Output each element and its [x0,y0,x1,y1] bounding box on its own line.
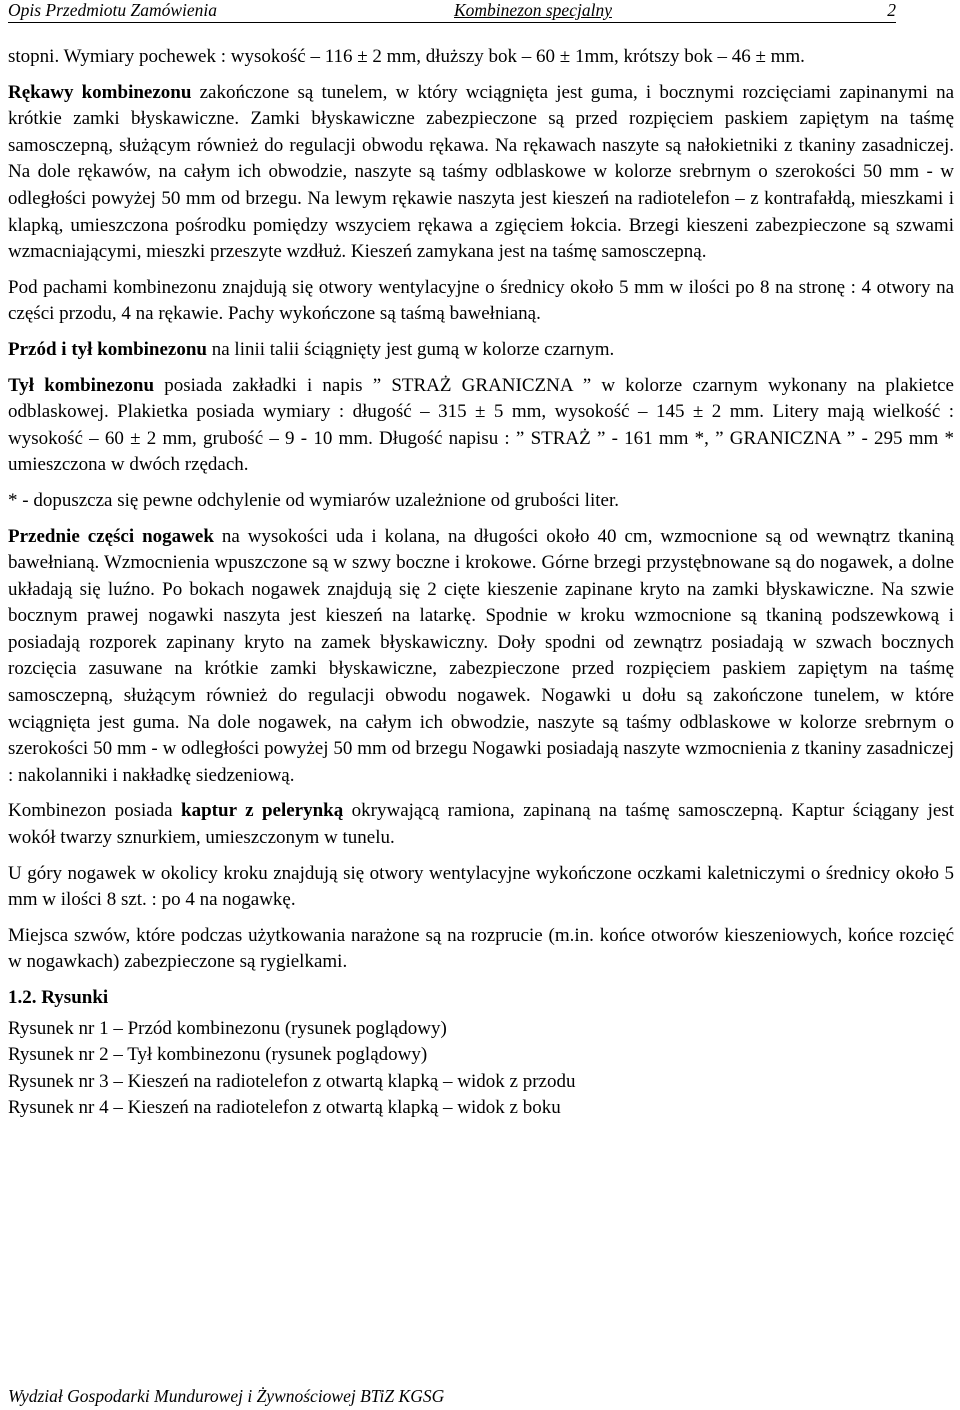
paragraph-sleeves [8,80,954,266]
header-page-number: 2 [887,0,896,20]
header-subject: Kombinezon specjalny [454,0,612,20]
section-heading-figures: 1.2. Rysunki [8,987,109,1008]
paragraph-footnote: * - dopuszcza się pewne odchylenie od wymiarów uzależnione od grubości liter. [8,489,619,511]
paragraph-sleeves-heading: Rękawy kombinezonu [8,81,192,103]
paragraph-sleeves-text: zakończone są tunelem, w który wciągnięta jest guma, i bocznymi rozcięciami zapinanymi na krótkie zamki błyskawiczne. Zamki błyskawiczne zabezpieczone są przed rozpięciem paskiem zapiętym na taśmę samosczepną, służącym również do regulacji obwodu rękawa. Na rękawach naszyte są nałokietniki z tkaniny zasadniczej. Na dole rękawów, na całym ich obwodzie, naszyte są taśmy odblaskowe w kolorze srebrnym o szerokości 50 mm - w odległości powyżej 50 mm od brzegu. Na lewym rękawie naszyta jest kieszeń na radiotelefon – z kontrafałdą, mieszkami i klapką, umieszczona pośrodku pomiędzy wszyciem rękawa a zgięciem łokcia. Brzegi kieszeni zabezpieczone są szwami wzmacniającymi, mieszki przeszyte wzdłuż. Kieszeń zamykana jest na taśmę samosczepną. [8,81,955,263]
paragraph-seams: Miejsca szwów, które podczas użytkowania narażone są na rozprucie (m.in. końce otworów kieszeniowych, końce rozcięć w nogawkach) zabezpieczone są rygielkami. [8,924,954,973]
figure-list-item: Rysunek nr 3 – Kieszeń na radiotelefon z otwartą klapką – widok z przodu [8,1070,576,1092]
figure-list-item: Rysunek nr 1 – Przód kombinezonu (rysunek poglądowy) [8,1017,447,1039]
paragraph-ventilation: Pod pachami kombinezonu znajdują się otwory wentylacyjne o średnicy około 5 mm w ilości po 8 na stronę : 4 otwory na części przodu, 4 na rękawie. Pachy wykończone są taśmą bawełnianą. [8,276,954,325]
paragraph-hood [8,798,954,851]
paragraph-hood-text: okrywającą ramiona, zapinaną na taśmę samosczepną. Kaptur ściągany jest wokół twarzy sznurkiem, umieszczonym w tunelu. [8,800,954,849]
page-footer: Wydział Gospodarki Mundurowej i Żywnościowej BTiZ KGSG [8,1386,445,1406]
page-header [8,0,896,23]
paragraph-hood-heading: kaptur z pelerynką [181,800,344,822]
figure-list-item: Rysunek nr 4 – Kieszeń na radiotelefon z otwartą klapką – widok z boku [8,1097,561,1119]
paragraph-legs [8,524,954,790]
document-body [8,44,954,1122]
paragraph-waist-heading: Przód i tył kombinezonu [8,338,207,360]
paragraph-back-heading: Tył kombinezonu [8,374,155,396]
paragraph-leg-ventilation: U góry nogawek w okolicy kroku znajdują się otwory wentylacyjne wykończone oczkami kaletniczymi o średnicy około 5 mm w ilości 8 szt. : po 4 na nogawkę. [8,862,954,911]
paragraph-back-text: posiada zakładki i napis ” STRAŻ GRANICZNA ” w kolorze czarnym wykonany na plakietce odblaskowej. Plakietka posiada wymiary : długość – 315 ± 5 mm, wysokość – 145 ± 2 mm. Litery mają wielkość : wysokość – 60 ± 2 mm, grubość – 9 - 10 mm. Długość napisu : ” STRAŻ ” - 161 mm *, ” GRANICZNA ” - 295 mm * umieszczona w dwóch rzędach. [8,374,954,476]
paragraph-hood-lead: Kombinezon posiada [8,800,182,822]
paragraph-waist [8,337,954,364]
figure-list [8,1016,954,1122]
paragraph-legs-text: na wysokości uda i kolana, na długości około 40 cm, wzmocnione są od wewnątrz tkaniną bawełnianą. Wzmocnienia wpuszczone są w szwy boczne i krokowe. Górne brzegi przystębnowane są do nogawek, a dolne układają się luźno. Po bokach nogawek znajdują się 2 cięte kieszenie zapinane kryto na zamki błyskawiczne. Na szwie bocznym prawej nogawki naszyta jest kieszeń na latarkę. Spodnie w kroku wzmocnione są tkaniną podszewkową i posiadają rozporek zapinany kryto na zamek błyskawiczny. Doły spodni od zewnątrz posiadają w szwach bocznych rozcięcia zasuwane na krótkie zamki błyskawiczne, zabezpieczone przed rozpięciem paskiem zapiętym na taśmę samosczepną, służącym również do regulacji obwodu nogawek. Nogawki u dołu są zakończone tunelem, w które wciągnięta jest guma. Na dole nogawek, na całym ich obwodzie, naszyte są taśmy odblaskowe w kolorze srebrnym o szerokości 50 mm - w odległości powyżej 50 mm od brzegu Nogawki posiadają naszyte wzmocnienia z tkaniny zasadniczej : nakolanniki i nakładkę siedzeniową. [8,525,955,786]
paragraph-back [8,373,954,479]
paragraph-dimensions: stopni. Wymiary pochewek : wysokość – 116 ± 2 mm, dłuższy bok – 60 ± 1mm, krótszy bok – 46 ± mm. [8,46,805,67]
figure-list-item: Rysunek nr 2 – Tył kombinezonu (rysunek poglądowy) [8,1044,428,1066]
paragraph-legs-heading: Przednie części nogawek [8,525,214,547]
paragraph-waist-text: na linii talii ściągnięty jest gumą w kolorze czarnym. [206,338,615,360]
header-document-title: Opis Przedmiotu Zamówienia [8,0,218,20]
